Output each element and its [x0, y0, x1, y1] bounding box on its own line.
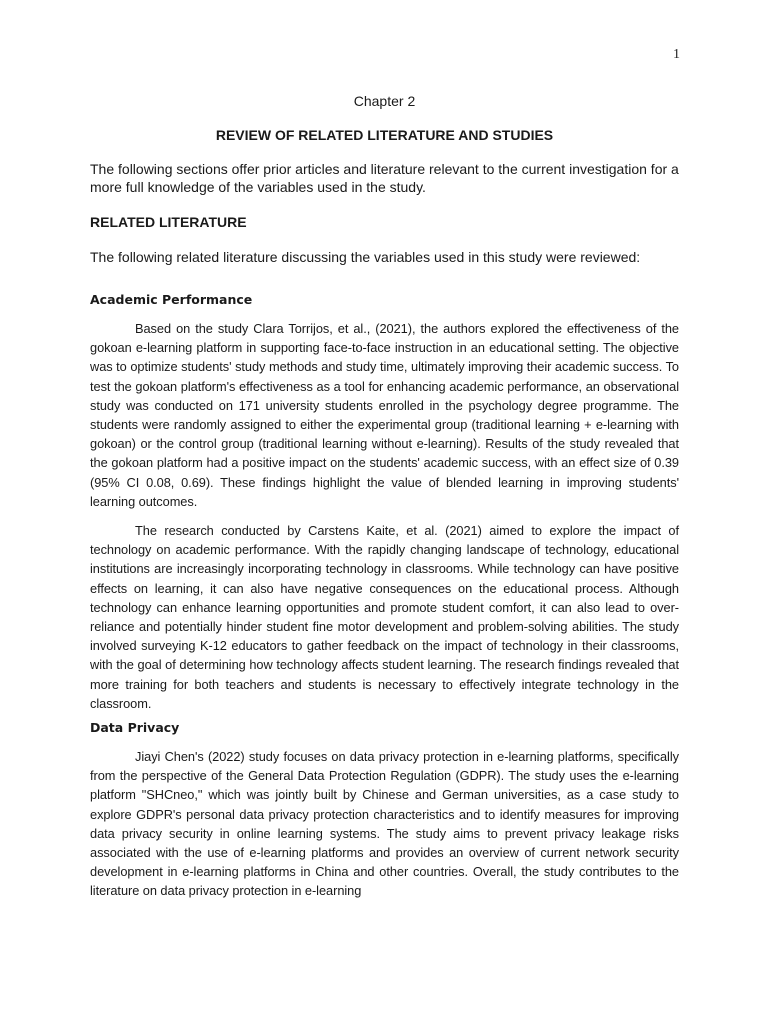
data-privacy-paragraph-1: Jiayi Chen's (2022) study focuses on data privacy protection in e-learning platforms, specifically from the perspective of the General Data Protection Regulation (GDPR). The study uses the e-learning platform "SHCneo," which was jointly built by Chinese and German universities, as a case study to explore GDPR's personal data privacy protection characteristics and to identify measures for improving data privacy security in online learning systems. The study aims to prevent privacy leakage risks associated with the use of e-learning platforms and provides an overview of current network security development in e-learning platforms in China and other countries. Overall, the study contributes to the literature on data privacy protection in e-learning: [90, 749, 679, 899]
academic-performance-paragraph-2: The research conducted by Carstens Kaite, et al. (2021) aimed to explore the impact of technology on academic performance. With the rapidly changing landscape of technology, educational institutions are increasingly incorporating technology in classrooms. While technology can have positive effects on learning, it can also have negative consequences on the educational process. Although technology can enhance learning opportunities and promote student comfort, it can also lead to over-reliance and potentially hinder student fine motor development and problem-solving abilities. The study involved surveying K-12 educators to gather feedback on the impact of technology in their classrooms, with the goal of determining how technology affects student learning. The research findings revealed that more training for both teachers and students is necessary to effectively integrate technology in the classroom.: [90, 523, 679, 711]
academic-performance-paragraph-1: Based on the study Clara Torrijos, et al., (2021), the authors explored the effectiveness of the gokoan e-learning platform in supporting face-to-face instruction in an educational setting. The objective was to optimize students' study methods and study time, ultimately improving their academic success. To test the gokoan platform's effectiveness as a tool for enhancing academic performance, an observational study was conducted on 171 university students enrolled in the psychology degree programme. The students were randomly assigned to either the experimental group (traditional learning + e-learning with gokoan) or the control group (traditional learning without e-learning). Results of the study revealed that the gokoan platform had a positive impact on the students' academic success, with an effect size of 0.39 (95% CI 0.08, 0.69). These findings highlight the value of blended learning in improving students' learning outcomes.: [90, 321, 679, 509]
page-content: [90, 92, 679, 911]
data-privacy-heading: Data Privacy: [90, 720, 180, 736]
academic-performance-heading: Academic Performance: [90, 292, 253, 307]
chapter-title: REVIEW OF RELATED LITERATURE AND STUDIES: [215, 127, 554, 143]
chapter-label: Chapter 2: [353, 93, 416, 109]
related-literature-heading: RELATED LITERATURE: [90, 214, 247, 230]
chapter-intro: The following sections offer prior articles and literature relevant to the current investigation for a more full knowledge of the variables used in the study.: [90, 161, 679, 195]
page-number: 1: [673, 47, 680, 62]
related-literature-intro: The following related literature discussing the variables used in this study were reviewed:: [90, 249, 641, 265]
